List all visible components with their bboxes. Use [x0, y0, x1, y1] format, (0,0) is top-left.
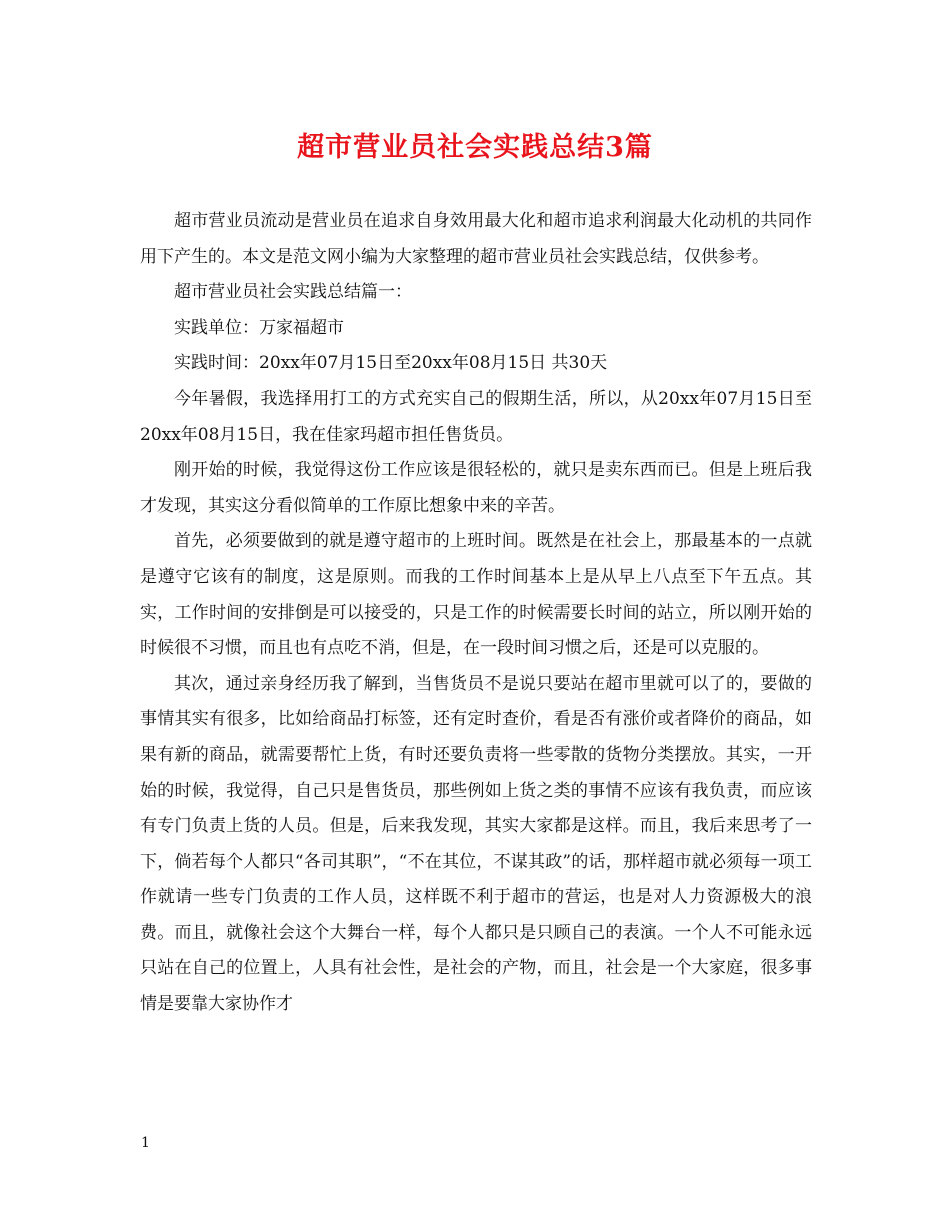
document-body	[140, 204, 812, 1023]
paragraph-duties: 其次，通过亲身经历我了解到，当售货员不是说只要站在超市里就可以了的，要做的事情其实有很多，比如给商品打标签，还有定时查价，看是否有涨价或者降价的商品，如果有新的商品，就需要帮忙上货，有时还要负责将一些零散的货物分类摆放。其实，一开始的时候，我觉得，自己只是售货员，那些例如上货之类的事情不应该有我负责，而应该有专门负责上货的人员。但是，后来我发现，其实大家都是这样。而且，我后来思考了一下，倘若每个人都只“各司其职”，“不在其位，不谋其政”的话，那样超市就必须每一项工作就请一些专门负责的工作人员，这样既不利于超市的营运，也是对人力资源极大的浪费。而且，就像社会这个大舞台一样，每个人都只是只顾自己的表演。一个人不可能永远只站在自己的位置上，人具有社会性，是社会的产物，而且，社会是一个大家庭，很多事情是要靠大家协作才	[140, 673, 812, 1015]
paragraph-intro: 超市营业员流动是营业员在追求自身效用最大化和超市追求利润最大化动机的共同作用下产生的。本文是范文网小编为大家整理的超市营业员社会实践总结，仅供参考。	[140, 211, 812, 267]
paragraph-summer-job: 今年暑假，我选择用打工的方式充实自己的假期生活，所以，从20xx年07月15日至20xx年08月15日，我在佳家玛超市担任售货员。	[140, 388, 812, 445]
paragraph-first-impression: 刚开始的时候，我觉得这份工作应该是很轻松的，就只是卖东西而已。但是上班后我才发现，其实这分看似简单的工作原比想象中来的辛苦。	[140, 460, 812, 516]
paragraph-practice-time: 实践时间：20xx年07月15日至20xx年08月15日 共30天	[174, 353, 608, 374]
paragraph-section-heading: 超市营业员社会实践总结篇一：	[174, 282, 412, 303]
page-number: 1	[141, 1135, 150, 1151]
paragraph-working-hours: 首先，必须要做到的就是遵守超市的上班时间。既然是在社会上，那最基本的一点就是遵守它该有的制度，这是原则。而我的工作时间基本上是从早上八点至下午五点。其实，工作时间的安排倒是可以接受的，只是工作的时候需要长时间的站立，所以刚开始的时候很不习惯，而且也有点吃不消，但是，在一段时间习惯之后，还是可以克服的。	[140, 531, 812, 659]
paragraph-practice-unit: 实践单位：万家福超市	[174, 317, 344, 338]
document-title: 超市营业员社会实践总结3篇	[297, 132, 653, 163]
